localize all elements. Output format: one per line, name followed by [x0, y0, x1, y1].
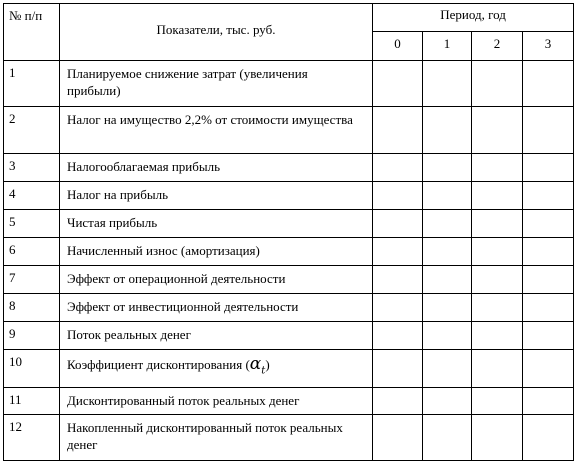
value-cell[interactable]: [423, 238, 472, 266]
row-indicator: Эффект от инвестиционной деятельности: [60, 294, 373, 322]
value-cell[interactable]: [423, 388, 472, 415]
value-cell[interactable]: [373, 61, 423, 107]
row-number: 7: [4, 266, 60, 294]
value-cell[interactable]: [423, 415, 472, 461]
value-cell[interactable]: [423, 154, 472, 182]
row-number: 9: [4, 322, 60, 350]
symbol-close-paren: ): [265, 357, 270, 372]
value-cell[interactable]: [373, 350, 423, 388]
row-indicator: Налог на имущество 2,2% от стоимости имущества: [60, 107, 373, 154]
header-year-0: 0: [373, 32, 423, 61]
value-cell[interactable]: [423, 210, 472, 238]
header-indicators: Показатели, тыс. руб.: [60, 4, 373, 61]
row-indicator: Поток реальных денег: [60, 322, 373, 350]
table-row: [4, 388, 574, 415]
row-indicator: Планируемое снижение затрат (увеличения прибыли): [60, 61, 373, 107]
header-year-3: 3: [523, 32, 574, 61]
value-cell[interactable]: [373, 210, 423, 238]
value-cell[interactable]: [523, 107, 574, 154]
value-cell[interactable]: [523, 61, 574, 107]
value-cell[interactable]: [523, 266, 574, 294]
row-indicator: [60, 350, 373, 388]
value-cell[interactable]: [373, 322, 423, 350]
value-cell[interactable]: [523, 238, 574, 266]
table-row: [4, 415, 574, 461]
table-row: [4, 107, 574, 154]
value-cell[interactable]: [472, 266, 523, 294]
table-row: [4, 266, 574, 294]
value-cell[interactable]: [472, 350, 523, 388]
value-cell[interactable]: [373, 107, 423, 154]
row-number: 10: [4, 350, 60, 388]
value-cell[interactable]: [373, 266, 423, 294]
value-cell[interactable]: [523, 182, 574, 210]
value-cell[interactable]: [523, 415, 574, 461]
value-cell[interactable]: [423, 107, 472, 154]
row-number: 2: [4, 107, 60, 154]
value-cell[interactable]: [523, 350, 574, 388]
value-cell[interactable]: [472, 61, 523, 107]
table-row: [4, 294, 574, 322]
value-cell[interactable]: [373, 294, 423, 322]
value-cell[interactable]: [472, 210, 523, 238]
value-cell[interactable]: [373, 182, 423, 210]
row-indicator: Накопленный дисконтированный поток реальных денег: [60, 415, 373, 461]
table-row: [4, 210, 574, 238]
row-number: 1: [4, 61, 60, 107]
value-cell[interactable]: [373, 154, 423, 182]
value-cell[interactable]: [423, 61, 472, 107]
value-cell[interactable]: [472, 388, 523, 415]
table-row: [4, 154, 574, 182]
row-indicator: Эффект от операционной деятельности: [60, 266, 373, 294]
value-cell[interactable]: [472, 182, 523, 210]
row-indicator: Чистая прибыль: [60, 210, 373, 238]
value-cell[interactable]: [423, 322, 472, 350]
value-cell[interactable]: [423, 266, 472, 294]
header-row-top: [4, 4, 574, 32]
value-cell[interactable]: [472, 322, 523, 350]
value-cell[interactable]: [423, 182, 472, 210]
table-row: [4, 182, 574, 210]
row-number: 3: [4, 154, 60, 182]
alpha-symbol: $\alpha_t$: [249, 354, 266, 377]
value-cell[interactable]: [523, 154, 574, 182]
table-row: [4, 350, 574, 388]
value-cell[interactable]: [423, 350, 472, 388]
value-cell[interactable]: [472, 107, 523, 154]
row-indicator: Налогооблагаемая прибыль: [60, 154, 373, 182]
value-cell[interactable]: [373, 388, 423, 415]
row-number: 12: [4, 415, 60, 461]
table-row: [4, 61, 574, 107]
value-cell[interactable]: [373, 415, 423, 461]
value-cell[interactable]: [472, 415, 523, 461]
header-num: № п/п: [4, 4, 60, 61]
cash-flow-table: [3, 3, 574, 461]
value-cell[interactable]: [523, 388, 574, 415]
row-number: 11: [4, 388, 60, 415]
row-indicator: Начисленный износ (амортизация): [60, 238, 373, 266]
value-cell[interactable]: [472, 154, 523, 182]
value-cell[interactable]: [472, 294, 523, 322]
table-row: [4, 322, 574, 350]
row-number: 8: [4, 294, 60, 322]
value-cell[interactable]: [523, 210, 574, 238]
header-period: Период, год: [373, 4, 574, 32]
value-cell[interactable]: [472, 238, 523, 266]
row-indicator-text: Коэффициент дисконтирования (: [67, 357, 250, 372]
row-number: 4: [4, 182, 60, 210]
header-year-2: 2: [472, 32, 523, 61]
header-year-1: 1: [423, 32, 472, 61]
row-number: 5: [4, 210, 60, 238]
table-row: [4, 238, 574, 266]
row-indicator: Дисконтированный поток реальных денег: [60, 388, 373, 415]
row-indicator: Налог на прибыль: [60, 182, 373, 210]
value-cell[interactable]: [523, 294, 574, 322]
value-cell[interactable]: [423, 294, 472, 322]
row-number: 6: [4, 238, 60, 266]
value-cell[interactable]: [373, 238, 423, 266]
value-cell[interactable]: [523, 322, 574, 350]
